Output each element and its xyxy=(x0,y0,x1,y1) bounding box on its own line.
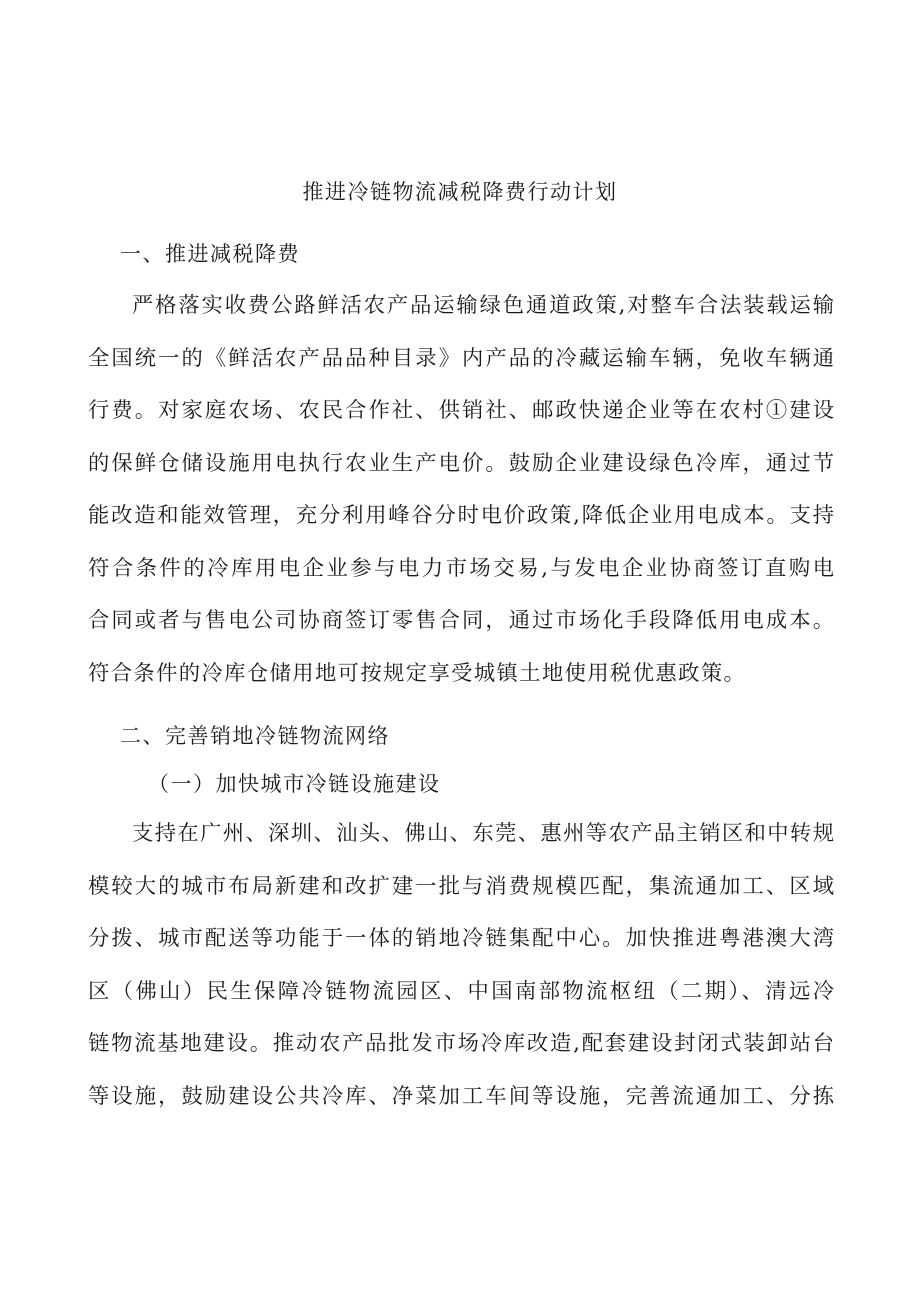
subsection-heading: （一）加快城市冷链设施建设 xyxy=(148,772,441,796)
paragraph-line: 分拨、城市配送等功能于一体的销地冷链集配中心。加快推进粤港澳大湾 xyxy=(88,926,834,951)
paragraph-line: 能改造和能效管理，充分利用峰谷分时电价政策,降低企业用电成本。支持 xyxy=(88,503,834,528)
paragraph-line: 合同或者与售电公司协商签订零售合同，通过市场化手段降低用电成本。 xyxy=(88,608,834,633)
section-heading-1: 一、推进减税降费 xyxy=(120,242,300,266)
section-heading-2: 二、完善销地冷链物流网络 xyxy=(120,724,390,748)
paragraph-line: 的保鲜仓储设施用电执行农业生产电价。鼓励企业建设绿色冷库，通过节 xyxy=(88,450,834,476)
paragraph-line: 行费。对家庭农场、农民合作社、供销社、邮政快递企业等在农村①建设 xyxy=(88,398,834,423)
section-1-paragraph xyxy=(88,288,834,708)
paragraph-line: 模较大的城市布局新建和改扩建一批与消费规模匹配，集流通加工、区域 xyxy=(88,873,834,899)
section-2-paragraph xyxy=(88,816,834,1131)
paragraph-line: 严格落实收费公路鲜活农产品运输绿色通道政策,对整车合法装载运输 xyxy=(132,293,834,318)
paragraph-line: 符合条件的冷库用电企业参与电力市场交易,与发电企业协商签订直购电 xyxy=(88,555,834,581)
paragraph-line: 链物流基地建设。推动农产品批发市场冷库改造,配套建设封闭式装卸站台 xyxy=(88,1031,834,1056)
paragraph-line: 符合条件的冷库仓储用地可按规定享受城镇土地使用税优惠政策。 xyxy=(88,660,747,686)
paragraph-line: 全国统一的《鲜活农产品品种目录》内产品的冷藏运输车辆，免收车辆通 xyxy=(88,345,834,371)
paragraph-line: 等设施，鼓励建设公共冷库、净菜加工车间等设施，完善流通加工、分拣 xyxy=(88,1083,834,1109)
paragraph-line: 区（佛山）民生保障冷链物流园区、中国南部物流枢纽（二期）、清远冷 xyxy=(88,978,834,1004)
paragraph-line: 支持在广州、深圳、汕头、佛山、东莞、惠州等农产品主销区和中转规 xyxy=(132,821,834,846)
document-title: 推进冷链物流减税降费行动计划 xyxy=(302,180,618,204)
